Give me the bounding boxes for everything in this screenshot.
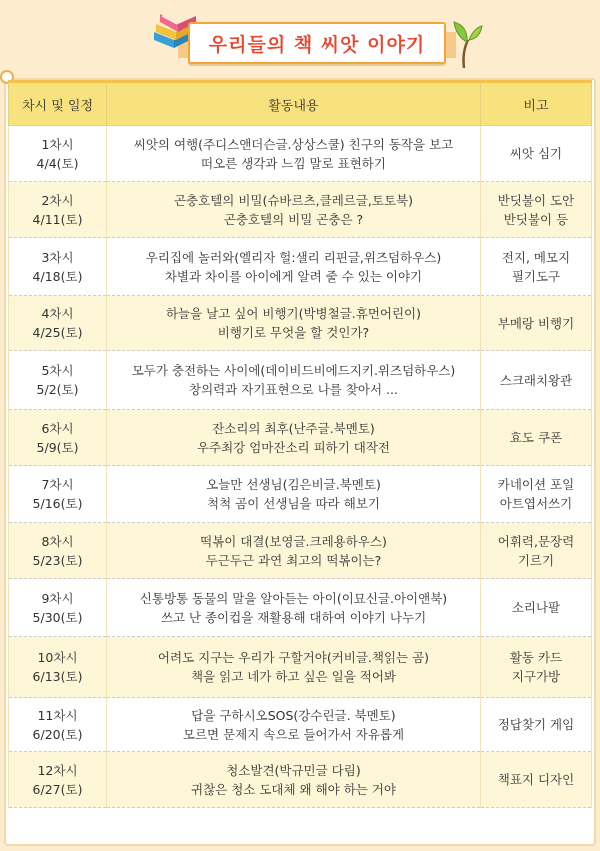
note-cell xyxy=(480,752,591,808)
session-date: 4/11(토) xyxy=(32,211,83,227)
note-cell xyxy=(480,351,591,410)
session-cell xyxy=(9,126,107,182)
session-label: 5차시 xyxy=(41,363,74,378)
note-line: 전지, 메모지 xyxy=(501,249,571,265)
table-row xyxy=(9,351,592,410)
content-line: 떡볶이 대결(보영글.크레용하우스) xyxy=(200,533,387,549)
content-cell xyxy=(107,698,481,752)
session-label: 9차시 xyxy=(41,590,74,606)
session-cell xyxy=(9,182,107,238)
session-date: 6/20(토) xyxy=(32,726,83,742)
note-line: 반딧불이 등 xyxy=(503,211,569,227)
content-line: 모두가 충전하는 사이에(데이비드비에드지키.위즈덤하우스) xyxy=(131,363,456,378)
session-date: 5/2(토) xyxy=(36,382,79,397)
session-cell xyxy=(9,698,107,752)
note-cell xyxy=(480,182,591,238)
note-line: 스크래치왕관 xyxy=(499,372,573,388)
session-cell xyxy=(9,296,107,351)
content-line: 곤충호텔의 비밀 곤충은 ? xyxy=(223,211,364,227)
note-line: 어휘력,문장력 xyxy=(497,533,575,549)
content-line: 우주최강 엄마잔소리 피하기 대작전 xyxy=(196,439,390,455)
table-row xyxy=(9,752,592,808)
content-line: 모르면 문제지 속으로 들어가서 자유롭게 xyxy=(182,726,405,742)
content-line: 신통방통 동물의 말을 알아듣는 아이(이묘신글.아이앤북) xyxy=(139,590,448,606)
note-line: 반딧불이 도안 xyxy=(497,192,575,208)
note-line: 기르기 xyxy=(517,552,555,568)
session-label: 1차시 xyxy=(41,136,74,152)
header-note: 비고 xyxy=(480,82,591,126)
session-label: 6차시 xyxy=(41,420,74,436)
note-line: 활동 카드 xyxy=(509,650,563,665)
content-line: 곤충호텔의 비밀(슈바르츠,클레르글,토토북) xyxy=(173,192,413,208)
content-cell xyxy=(107,238,481,296)
content-line: 하늘을 날고 싶어 비행기(박병철글.휴먼어린이) xyxy=(165,306,422,321)
content-cell xyxy=(107,637,481,698)
session-cell xyxy=(9,752,107,808)
session-date: 6/13(토) xyxy=(32,669,83,684)
schedule-table xyxy=(8,80,592,808)
sprout-icon xyxy=(448,18,484,70)
note-line: 소리나팔 xyxy=(511,600,561,615)
content-cell xyxy=(107,182,481,238)
table-row xyxy=(9,126,592,182)
content-cell xyxy=(107,351,481,410)
content-cell xyxy=(107,296,481,351)
session-label: 11차시 xyxy=(37,707,78,723)
content-cell xyxy=(107,466,481,523)
content-line: 우리집에 놀러와(엘리자 헐:샐리 리핀글,위즈덤하우스) xyxy=(145,249,442,265)
content-line: 어려도 지구는 우리가 구할거야(커비글.책읽는 곰) xyxy=(157,650,430,665)
note-line: 카네이션 포일 xyxy=(497,477,575,492)
table-row xyxy=(9,238,592,296)
table-row xyxy=(9,182,592,238)
session-cell xyxy=(9,579,107,637)
note-cell xyxy=(480,579,591,637)
session-date: 4/25(토) xyxy=(32,325,83,340)
content-line: 차별과 차이를 아이에게 알려 줄 수 있는 이야기 xyxy=(164,268,423,284)
note-line: 책표지 디자인 xyxy=(497,772,575,787)
session-date: 5/16(토) xyxy=(32,496,83,511)
session-date: 5/30(토) xyxy=(32,609,83,625)
table-row xyxy=(9,579,592,637)
content-line: 두근두근 과연 최고의 떡볶이는? xyxy=(205,552,382,568)
content-line: 청소발견(박규민글 다림) xyxy=(226,762,361,778)
note-cell xyxy=(480,238,591,296)
note-cell xyxy=(480,637,591,698)
session-cell xyxy=(9,238,107,296)
content-line: 오늘만 선생님(김은비글.북멘토) xyxy=(206,477,381,492)
content-line: 씨앗의 여행(주디스앤더슨글.상상스쿨) 친구의 동작을 보고 xyxy=(133,136,454,152)
session-cell xyxy=(9,523,107,579)
table-row xyxy=(9,410,592,466)
session-date: 5/9(토) xyxy=(36,439,79,455)
content-line: 귀찮은 청소 도대체 왜 해야 하는 거야 xyxy=(191,781,396,797)
note-cell xyxy=(480,126,591,182)
header-content: 활동내용 xyxy=(107,82,481,126)
table-row xyxy=(9,637,592,698)
session-label: 12차시 xyxy=(37,762,78,778)
page-title: 우리들의 책 씨앗 이야기 xyxy=(208,33,426,56)
session-label: 4차시 xyxy=(41,306,74,321)
content-cell xyxy=(107,752,481,808)
session-cell xyxy=(9,466,107,523)
note-cell xyxy=(480,698,591,752)
session-date: 4/4(토) xyxy=(36,155,79,171)
content-line: 책을 읽고 네가 하고 싶은 일을 적어봐 xyxy=(191,669,396,684)
content-line: 잔소리의 최후(난주글.북멘토) xyxy=(212,420,375,436)
content-line: 쓰고 난 종이컵을 재활용해 대하여 이야기 나누기 xyxy=(160,609,427,625)
note-cell xyxy=(480,523,591,579)
header xyxy=(0,0,600,75)
content-line: 척척 곰이 선생님을 따라 해보기 xyxy=(207,496,380,511)
note-cell xyxy=(480,296,591,351)
table-row xyxy=(9,296,592,351)
table-row xyxy=(9,523,592,579)
table-row xyxy=(9,466,592,523)
note-line: 효도 쿠폰 xyxy=(509,430,563,445)
note-cell xyxy=(480,466,591,523)
content-cell xyxy=(107,579,481,637)
note-line: 아트엽서쓰기 xyxy=(499,496,573,511)
note-line: 필기도구 xyxy=(511,268,561,284)
content-cell xyxy=(107,523,481,579)
note-line: 지구가방 xyxy=(511,669,561,684)
session-label: 3차시 xyxy=(41,249,74,265)
session-label: 10차시 xyxy=(37,650,78,665)
session-cell xyxy=(9,637,107,698)
note-cell xyxy=(480,410,591,466)
session-date: 6/27(토) xyxy=(32,781,83,797)
title-ribbon xyxy=(188,22,446,64)
session-date: 4/18(토) xyxy=(32,268,83,284)
session-date: 5/23(토) xyxy=(32,552,83,568)
header-session: 차시 및 일정 xyxy=(9,82,107,126)
note-line: 씨앗 심기 xyxy=(509,146,563,161)
content-line: 창의력과 자기표현으로 나를 찾아서 ... xyxy=(189,382,398,397)
content-line: 답을 구하시오SOS(강수린글. 북멘토) xyxy=(191,707,396,723)
note-line: 정답찾기 게임 xyxy=(497,717,575,732)
session-cell xyxy=(9,351,107,410)
content-cell xyxy=(107,126,481,182)
session-label: 2차시 xyxy=(41,192,74,208)
table-header-row xyxy=(9,82,592,126)
content-cell xyxy=(107,410,481,466)
note-line: 부메랑 비행기 xyxy=(497,315,575,331)
content-line: 비행기로 무엇을 할 것인가? xyxy=(217,325,370,340)
table-row xyxy=(9,698,592,752)
session-cell xyxy=(9,410,107,466)
session-label: 8차시 xyxy=(41,533,74,549)
session-label: 7차시 xyxy=(41,477,74,492)
content-line: 떠오른 생각과 느낌 말로 표현하기 xyxy=(201,155,386,171)
